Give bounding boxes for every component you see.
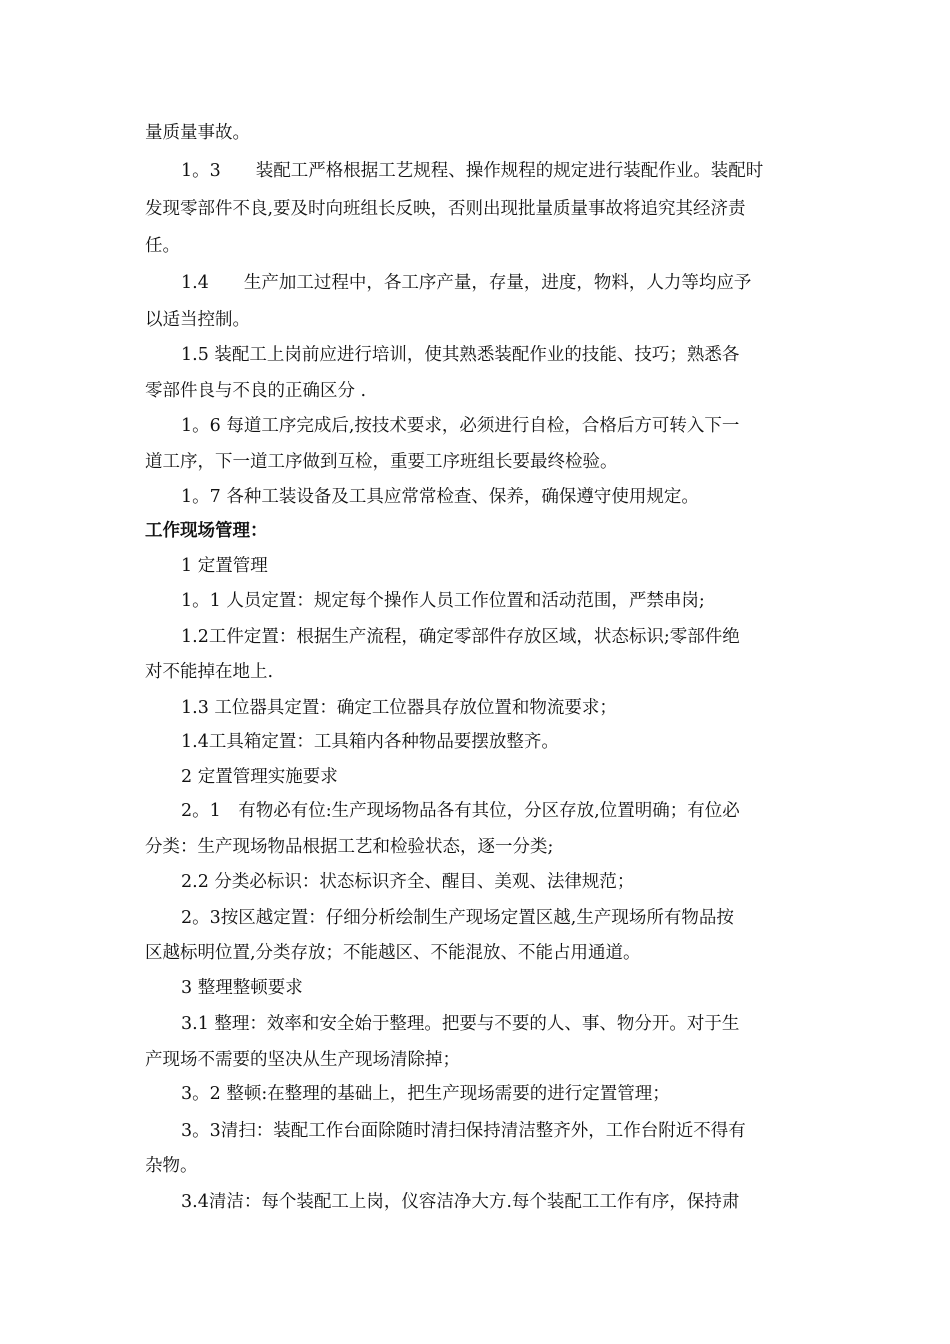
paragraph-line: 区越标明位置,分类存放；不能越区、不能混放、不能占用通道。	[145, 943, 641, 963]
subsection-heading: 2 定置管理实施要求	[181, 767, 338, 787]
paragraph-line: 以适当控制。	[145, 310, 250, 330]
paragraph-line: 3。3清扫：装配工作台面除随时清扫保持清洁整齐外，工作台附近不得有	[181, 1121, 746, 1141]
paragraph-line: 产现场不需要的坚决从生产现场清除掉；	[145, 1050, 460, 1070]
subsection-heading: 3 整理整顿要求	[181, 978, 303, 998]
paragraph-line: 1.4 生产加工过程中，各工序产量，存量，进度，物料，人力等均应予	[181, 273, 752, 293]
paragraph-line: 1。1 人员定置：规定每个操作人员工作位置和活动范围，严禁串岗;	[181, 591, 705, 611]
paragraph-line: 3.4清洁：每个装配工上岗，仪容洁净大方.每个装配工工作有序，保持肃	[181, 1192, 740, 1212]
paragraph-line: 对不能掉在地上.	[145, 662, 274, 682]
paragraph-line: 1.3 工位器具定置：确定工位器具存放位置和物流要求；	[181, 698, 617, 718]
paragraph-line: 1。6 每道工序完成后,按技术要求，必须进行自检，合格后方可转入下一	[181, 416, 740, 436]
paragraph-line: 分类：生产现场物品根据工艺和检验状态，逐一分类;	[145, 837, 554, 857]
paragraph-line: 1.2工件定置：根据生产流程，确定零部件存放区域，状态标识;零部件绝	[181, 627, 740, 647]
paragraph-line: 1.5 装配工上岗前应进行培训，使其熟悉装配作业的技能、技巧；熟悉各	[181, 345, 740, 365]
subsection-heading: 1 定置管理	[181, 556, 268, 576]
paragraph-line: 杂物。	[145, 1156, 198, 1176]
paragraph-line: 2。3按区越定置：仔细分析绘制生产现场定置区越,生产现场所有物品按	[181, 908, 734, 928]
section-heading: 工作现场管理：	[145, 521, 268, 541]
paragraph-line: 零部件良与不良的正确区分 .	[145, 381, 367, 401]
paragraph-line: 量质量事故。	[145, 123, 250, 143]
paragraph-line: 2。1 有物必有位:生产现场物品各有其位，分区存放,位置明确；有位必	[181, 801, 740, 821]
paragraph-line: 3.1 整理：效率和安全始于整理。把要与不要的人、事、物分开。对于生	[181, 1014, 740, 1034]
paragraph-line: 1。7 各种工装设备及工具应常常检查、保养，确保遵守使用规定。	[181, 487, 699, 507]
paragraph-line: 任。	[145, 236, 180, 256]
paragraph-line: 1.4工具箱定置：工具箱内各种物品要摆放整齐。	[181, 732, 559, 752]
paragraph-line: 道工序，下一道工序做到互检，重要工序班组长要最终检验。	[145, 452, 618, 472]
paragraph-line: 发现零部件不良,要及时向班组长反映，否则出现批量质量事故将追究其经济责	[145, 199, 746, 219]
paragraph-line: 1。3 装配工严格根据工艺规程、操作规程的规定进行装配作业。装配时	[181, 161, 764, 181]
paragraph-line: 3。2 整顿:在整理的基础上，把生产现场需要的进行定置管理；	[181, 1084, 670, 1104]
paragraph-line: 2.2 分类必标识：状态标识齐全、醒目、美观、法律规范；	[181, 872, 635, 892]
